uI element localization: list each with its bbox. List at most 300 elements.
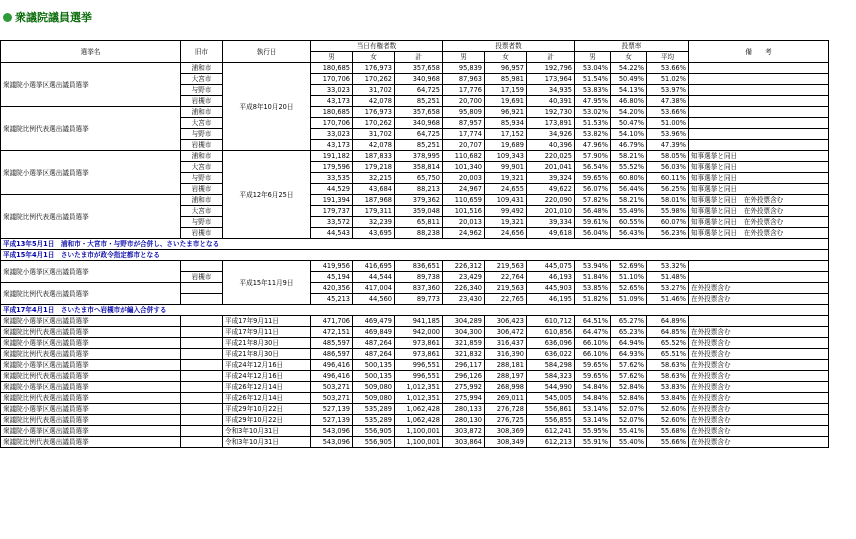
subheader-total: 計 xyxy=(395,52,443,63)
turnout-male: 66.10% xyxy=(575,349,611,360)
old-city: 与野市 xyxy=(181,129,223,140)
votes-total: 445,075 xyxy=(527,261,575,272)
turnout-female: 54.13% xyxy=(611,85,647,96)
turnout-average: 56.03% xyxy=(647,162,689,173)
voters-male: 33,572 xyxy=(311,217,353,228)
turnout-female: 50.47% xyxy=(611,118,647,129)
votes-total: 192,730 xyxy=(527,107,575,118)
votes-female: 96,921 xyxy=(485,107,527,118)
voters-male: 503,271 xyxy=(311,382,353,393)
turnout-average: 53.84% xyxy=(647,393,689,404)
voters-male: 33,023 xyxy=(311,129,353,140)
election-name: 衆議院小選挙区選出議員選挙 xyxy=(1,338,181,349)
turnout-average: 56.25% xyxy=(647,184,689,195)
remarks: 知事選挙と同日 xyxy=(689,173,829,184)
remarks xyxy=(689,96,829,107)
turnout-male: 54.84% xyxy=(575,393,611,404)
election-name: 衆議院小選挙区選出議員選挙 xyxy=(1,261,181,283)
turnout-female: 55.41% xyxy=(611,426,647,437)
votes-female: 22,765 xyxy=(485,294,527,305)
voters-male: 44,543 xyxy=(311,228,353,239)
old-city: 浦和市 xyxy=(181,63,223,74)
table-row xyxy=(1,393,829,404)
table-row xyxy=(1,415,829,426)
voters-female: 487,264 xyxy=(353,349,395,360)
remarks: 在外投票含む xyxy=(689,437,829,448)
old-city: 大宮市 xyxy=(181,162,223,173)
voters-male: 45,194 xyxy=(311,272,353,283)
voters-male: 419,956 xyxy=(311,261,353,272)
votes-total: 39,324 xyxy=(527,173,575,184)
turnout-average: 65.51% xyxy=(647,349,689,360)
votes-female: 316,390 xyxy=(485,349,527,360)
votes-male: 87,963 xyxy=(443,74,485,85)
voters-male: 496,416 xyxy=(311,360,353,371)
votes-total: 612,213 xyxy=(527,437,575,448)
votes-total: 545,005 xyxy=(527,393,575,404)
remarks: 知事選挙と同日 xyxy=(689,184,829,195)
election-date: 平成17年9月11日 xyxy=(223,316,311,327)
table-row xyxy=(1,382,829,393)
voters-total: 378,995 xyxy=(395,151,443,162)
votes-total: 192,796 xyxy=(527,63,575,74)
table-row xyxy=(1,195,829,206)
voters-total: 340,968 xyxy=(395,118,443,129)
remarks: 在外投票含む xyxy=(689,426,829,437)
voters-total: 996,551 xyxy=(395,371,443,382)
election-date: 平成15年11月9日 xyxy=(223,261,311,305)
old-city: 与野市 xyxy=(181,217,223,228)
voters-male: 527,139 xyxy=(311,415,353,426)
votes-female: 269,011 xyxy=(485,393,527,404)
votes-male: 20,700 xyxy=(443,96,485,107)
voters-female: 179,311 xyxy=(353,206,395,217)
table-row xyxy=(1,283,829,294)
turnout-female: 64.94% xyxy=(611,338,647,349)
turnout-average: 47.38% xyxy=(647,96,689,107)
voters-total: 996,551 xyxy=(395,360,443,371)
votes-total: 636,022 xyxy=(527,349,575,360)
votes-total: 556,855 xyxy=(527,415,575,426)
election-name: 衆議院比例代表選出議員選挙 xyxy=(1,393,181,404)
table-row xyxy=(1,107,829,118)
header-votes: 投票者数 xyxy=(443,41,575,52)
votes-female: 268,998 xyxy=(485,382,527,393)
old-city: 岩槻市 xyxy=(181,140,223,151)
turnout-average: 55.66% xyxy=(647,437,689,448)
voters-female: 179,218 xyxy=(353,162,395,173)
votes-male: 17,774 xyxy=(443,129,485,140)
remarks: 在外投票含む xyxy=(689,294,829,305)
turnout-male: 47.96% xyxy=(575,140,611,151)
old-city xyxy=(181,316,223,327)
header-date: 執行日 xyxy=(223,41,311,63)
remarks: 在外投票含む xyxy=(689,283,829,294)
turnout-female: 56.44% xyxy=(611,184,647,195)
election-date: 平成17年9月11日 xyxy=(223,327,311,338)
election-name: 衆議院比例代表選出議員選挙 xyxy=(1,283,181,305)
voters-total: 973,861 xyxy=(395,338,443,349)
votes-total: 584,298 xyxy=(527,360,575,371)
votes-total: 39,334 xyxy=(527,217,575,228)
turnout-male: 51.53% xyxy=(575,118,611,129)
voters-male: 45,213 xyxy=(311,294,353,305)
turnout-male: 64.51% xyxy=(575,316,611,327)
votes-total: 201,041 xyxy=(527,162,575,173)
votes-male: 95,839 xyxy=(443,63,485,74)
election-name: 衆議院比例代表選出議員選挙 xyxy=(1,107,181,151)
subheader-total: 計 xyxy=(527,52,575,63)
votes-male: 95,809 xyxy=(443,107,485,118)
votes-female: 219,563 xyxy=(485,261,527,272)
turnout-male: 53.14% xyxy=(575,404,611,415)
remarks: 知事選挙と同日 在外投票含む xyxy=(689,217,829,228)
remarks xyxy=(689,129,829,140)
table-row xyxy=(1,261,829,272)
voters-male: 486,597 xyxy=(311,349,353,360)
old-city xyxy=(181,393,223,404)
turnout-female: 52.07% xyxy=(611,415,647,426)
table-row xyxy=(1,338,829,349)
voters-male: 179,596 xyxy=(311,162,353,173)
voters-male: 191,182 xyxy=(311,151,353,162)
turnout-female: 51.10% xyxy=(611,272,647,283)
votes-female: 306,472 xyxy=(485,327,527,338)
merger-note-row xyxy=(1,239,829,250)
votes-male: 303,872 xyxy=(443,426,485,437)
election-name: 衆議院比例代表選出議員選挙 xyxy=(1,327,181,338)
old-city: 与野市 xyxy=(181,85,223,96)
votes-female: 109,343 xyxy=(485,151,527,162)
turnout-female: 60.55% xyxy=(611,217,647,228)
turnout-male: 47.95% xyxy=(575,96,611,107)
turnout-average: 55.98% xyxy=(647,206,689,217)
old-city: 岩槻市 xyxy=(181,272,223,283)
votes-total: 610,856 xyxy=(527,327,575,338)
turnout-female: 58.21% xyxy=(611,195,647,206)
election-date: 令和3年10月31日 xyxy=(223,426,311,437)
header-remarks: 備 考 xyxy=(689,41,829,63)
turnout-average: 65.52% xyxy=(647,338,689,349)
merger-note: 平成17年4月1日 さいたま市へ岩槻市が編入合併する xyxy=(1,305,829,316)
turnout-average: 53.32% xyxy=(647,261,689,272)
votes-male: 304,289 xyxy=(443,316,485,327)
votes-male: 87,957 xyxy=(443,118,485,129)
votes-total: 34,935 xyxy=(527,85,575,96)
votes-female: 316,437 xyxy=(485,338,527,349)
votes-female: 17,152 xyxy=(485,129,527,140)
remarks: 知事選挙と同日 在外投票含む xyxy=(689,206,829,217)
votes-male: 275,992 xyxy=(443,382,485,393)
old-city xyxy=(181,426,223,437)
votes-female: 19,321 xyxy=(485,217,527,228)
voters-male: 503,271 xyxy=(311,393,353,404)
turnout-average: 51.02% xyxy=(647,74,689,85)
voters-total: 379,362 xyxy=(395,195,443,206)
voters-male: 180,685 xyxy=(311,63,353,74)
voters-female: 535,289 xyxy=(353,404,395,415)
header-voters: 当日有権者数 xyxy=(311,41,443,52)
votes-male: 280,133 xyxy=(443,404,485,415)
turnout-average: 58.63% xyxy=(647,371,689,382)
voters-female: 31,702 xyxy=(353,129,395,140)
table-row xyxy=(1,63,829,74)
votes-total: 556,861 xyxy=(527,404,575,415)
voters-male: 472,151 xyxy=(311,327,353,338)
subheader-male: 男 xyxy=(575,52,611,63)
subheader-average: 平均 xyxy=(647,52,689,63)
remarks xyxy=(689,316,829,327)
subheader-female: 女 xyxy=(611,52,647,63)
merger-note: 平成13年5月1日 浦和市・大宮市・与野市が合併し、さいたま市となる xyxy=(1,239,829,250)
turnout-average: 56.23% xyxy=(647,228,689,239)
votes-male: 296,126 xyxy=(443,371,485,382)
old-city: 岩槻市 xyxy=(181,228,223,239)
turnout-female: 52.84% xyxy=(611,382,647,393)
page-title xyxy=(2,10,92,26)
votes-total: 544,990 xyxy=(527,382,575,393)
old-city xyxy=(181,415,223,426)
election-date: 平成29年10月22日 xyxy=(223,415,311,426)
election-name: 衆議院小選挙区選出議員選挙 xyxy=(1,63,181,107)
turnout-average: 58.01% xyxy=(647,195,689,206)
old-city: 与野市 xyxy=(181,173,223,184)
voters-male: 543,096 xyxy=(311,426,353,437)
votes-female: 96,957 xyxy=(485,63,527,74)
voters-total: 1,100,001 xyxy=(395,437,443,448)
voters-female: 500,135 xyxy=(353,371,395,382)
votes-total: 34,926 xyxy=(527,129,575,140)
voters-total: 1,100,001 xyxy=(395,426,443,437)
remarks xyxy=(689,140,829,151)
turnout-male: 57.90% xyxy=(575,151,611,162)
election-date: 平成21年8月30日 xyxy=(223,349,311,360)
voters-male: 33,023 xyxy=(311,85,353,96)
voters-total: 89,738 xyxy=(395,272,443,283)
voters-male: 485,597 xyxy=(311,338,353,349)
turnout-female: 65.23% xyxy=(611,327,647,338)
voters-male: 43,173 xyxy=(311,140,353,151)
voters-female: 187,833 xyxy=(353,151,395,162)
election-date: 平成21年8月30日 xyxy=(223,338,311,349)
voters-male: 180,685 xyxy=(311,107,353,118)
election-date: 令和3年10月31日 xyxy=(223,437,311,448)
voters-male: 191,394 xyxy=(311,195,353,206)
votes-total: 584,323 xyxy=(527,371,575,382)
turnout-average: 51.00% xyxy=(647,118,689,129)
bullet-icon xyxy=(3,13,12,22)
voters-female: 176,973 xyxy=(353,63,395,74)
voters-male: 33,535 xyxy=(311,173,353,184)
voters-female: 535,289 xyxy=(353,415,395,426)
votes-male: 24,962 xyxy=(443,228,485,239)
turnout-male: 56.54% xyxy=(575,162,611,173)
turnout-average: 60.11% xyxy=(647,173,689,184)
old-city xyxy=(181,261,223,272)
turnout-average: 53.66% xyxy=(647,107,689,118)
voters-female: 170,262 xyxy=(353,74,395,85)
old-city xyxy=(181,349,223,360)
turnout-male: 51.84% xyxy=(575,272,611,283)
turnout-average: 51.46% xyxy=(647,294,689,305)
voters-total: 1,062,428 xyxy=(395,415,443,426)
turnout-average: 51.48% xyxy=(647,272,689,283)
turnout-female: 54.22% xyxy=(611,63,647,74)
old-city: 大宮市 xyxy=(181,206,223,217)
election-date: 平成26年12月14日 xyxy=(223,382,311,393)
turnout-male: 59.65% xyxy=(575,371,611,382)
votes-female: 22,764 xyxy=(485,272,527,283)
old-city: 大宮市 xyxy=(181,118,223,129)
voters-total: 65,750 xyxy=(395,173,443,184)
election-name: 衆議院小選挙区選出議員選挙 xyxy=(1,360,181,371)
votes-male: 110,659 xyxy=(443,195,485,206)
merger-note: 平成15年4月1日 さいたま市が政令指定都市となる xyxy=(1,250,829,261)
remarks: 在外投票含む xyxy=(689,338,829,349)
votes-male: 101,516 xyxy=(443,206,485,217)
voters-total: 64,725 xyxy=(395,85,443,96)
voters-female: 469,479 xyxy=(353,316,395,327)
table-row xyxy=(1,360,829,371)
turnout-female: 46.80% xyxy=(611,96,647,107)
turnout-male: 59.65% xyxy=(575,360,611,371)
votes-male: 226,312 xyxy=(443,261,485,272)
voters-female: 176,973 xyxy=(353,107,395,118)
votes-female: 85,981 xyxy=(485,74,527,85)
turnout-female: 58.21% xyxy=(611,151,647,162)
votes-female: 19,691 xyxy=(485,96,527,107)
turnout-female: 56.43% xyxy=(611,228,647,239)
merger-note-row xyxy=(1,305,829,316)
turnout-average: 55.68% xyxy=(647,426,689,437)
votes-total: 49,622 xyxy=(527,184,575,195)
turnout-female: 52.84% xyxy=(611,393,647,404)
votes-female: 99,901 xyxy=(485,162,527,173)
votes-male: 23,430 xyxy=(443,294,485,305)
turnout-female: 54.20% xyxy=(611,107,647,118)
turnout-female: 55.49% xyxy=(611,206,647,217)
turnout-female: 52.65% xyxy=(611,283,647,294)
voters-male: 471,706 xyxy=(311,316,353,327)
votes-female: 306,423 xyxy=(485,316,527,327)
old-city xyxy=(181,437,223,448)
turnout-average: 53.96% xyxy=(647,129,689,140)
election-name: 衆議院比例代表選出議員選挙 xyxy=(1,437,181,448)
old-city xyxy=(181,283,223,294)
subheader-male: 男 xyxy=(311,52,353,63)
voters-total: 340,968 xyxy=(395,74,443,85)
election-name: 衆議院比例代表選出議員選挙 xyxy=(1,349,181,360)
election-name: 衆議院小選挙区選出議員選挙 xyxy=(1,316,181,327)
remarks xyxy=(689,107,829,118)
remarks: 知事選挙と同日 在外投票含む xyxy=(689,228,829,239)
turnout-male: 53.14% xyxy=(575,415,611,426)
votes-male: 280,130 xyxy=(443,415,485,426)
votes-female: 288,197 xyxy=(485,371,527,382)
votes-total: 40,391 xyxy=(527,96,575,107)
remarks: 在外投票含む xyxy=(689,415,829,426)
voters-female: 487,264 xyxy=(353,338,395,349)
voters-male: 496,416 xyxy=(311,371,353,382)
turnout-female: 51.09% xyxy=(611,294,647,305)
header-old-city: 旧市 xyxy=(181,41,223,63)
votes-female: 276,728 xyxy=(485,404,527,415)
remarks xyxy=(689,272,829,283)
turnout-male: 66.10% xyxy=(575,338,611,349)
remarks: 在外投票含む xyxy=(689,371,829,382)
remarks xyxy=(689,118,829,129)
merger-note-row xyxy=(1,250,829,261)
table-row xyxy=(1,404,829,415)
election-date: 平成12年6月25日 xyxy=(223,151,311,239)
votes-total: 610,712 xyxy=(527,316,575,327)
voters-total: 1,012,351 xyxy=(395,382,443,393)
turnout-male: 53.94% xyxy=(575,261,611,272)
votes-male: 304,300 xyxy=(443,327,485,338)
election-date: 平成29年10月22日 xyxy=(223,404,311,415)
voters-female: 43,684 xyxy=(353,184,395,195)
turnout-female: 55.40% xyxy=(611,437,647,448)
old-city: 大宮市 xyxy=(181,74,223,85)
election-name: 衆議院比例代表選出議員選挙 xyxy=(1,371,181,382)
voters-total: 85,251 xyxy=(395,96,443,107)
header-turnout: 投票率 xyxy=(575,41,689,52)
votes-total: 201,010 xyxy=(527,206,575,217)
votes-female: 19,321 xyxy=(485,173,527,184)
remarks xyxy=(689,74,829,85)
turnout-female: 60.80% xyxy=(611,173,647,184)
old-city: 岩槻市 xyxy=(181,184,223,195)
voters-total: 88,238 xyxy=(395,228,443,239)
votes-male: 226,340 xyxy=(443,283,485,294)
turnout-female: 52.69% xyxy=(611,261,647,272)
table-row xyxy=(1,371,829,382)
votes-male: 110,682 xyxy=(443,151,485,162)
voters-female: 469,849 xyxy=(353,327,395,338)
remarks xyxy=(689,85,829,96)
votes-total: 636,096 xyxy=(527,338,575,349)
turnout-average: 58.05% xyxy=(647,151,689,162)
remarks: 在外投票含む xyxy=(689,349,829,360)
turnout-average: 53.66% xyxy=(647,63,689,74)
voters-total: 88,213 xyxy=(395,184,443,195)
turnout-male: 53.83% xyxy=(575,85,611,96)
votes-total: 46,195 xyxy=(527,294,575,305)
voters-female: 43,695 xyxy=(353,228,395,239)
voters-female: 31,702 xyxy=(353,85,395,96)
turnout-average: 58.63% xyxy=(647,360,689,371)
votes-male: 23,429 xyxy=(443,272,485,283)
page-title-text: 衆議院議員選挙 xyxy=(15,11,92,24)
votes-male: 24,967 xyxy=(443,184,485,195)
voters-female: 509,080 xyxy=(353,393,395,404)
voters-total: 837,360 xyxy=(395,283,443,294)
turnout-average: 60.07% xyxy=(647,217,689,228)
votes-total: 612,241 xyxy=(527,426,575,437)
voters-female: 417,004 xyxy=(353,283,395,294)
voters-female: 42,078 xyxy=(353,140,395,151)
votes-male: 20,003 xyxy=(443,173,485,184)
header-election: 選挙名 xyxy=(1,41,181,63)
votes-male: 20,707 xyxy=(443,140,485,151)
voters-female: 32,215 xyxy=(353,173,395,184)
turnout-male: 64.47% xyxy=(575,327,611,338)
voters-male: 44,529 xyxy=(311,184,353,195)
voters-male: 170,706 xyxy=(311,118,353,129)
turnout-male: 56.04% xyxy=(575,228,611,239)
voters-female: 416,695 xyxy=(353,261,395,272)
remarks: 在外投票含む xyxy=(689,382,829,393)
